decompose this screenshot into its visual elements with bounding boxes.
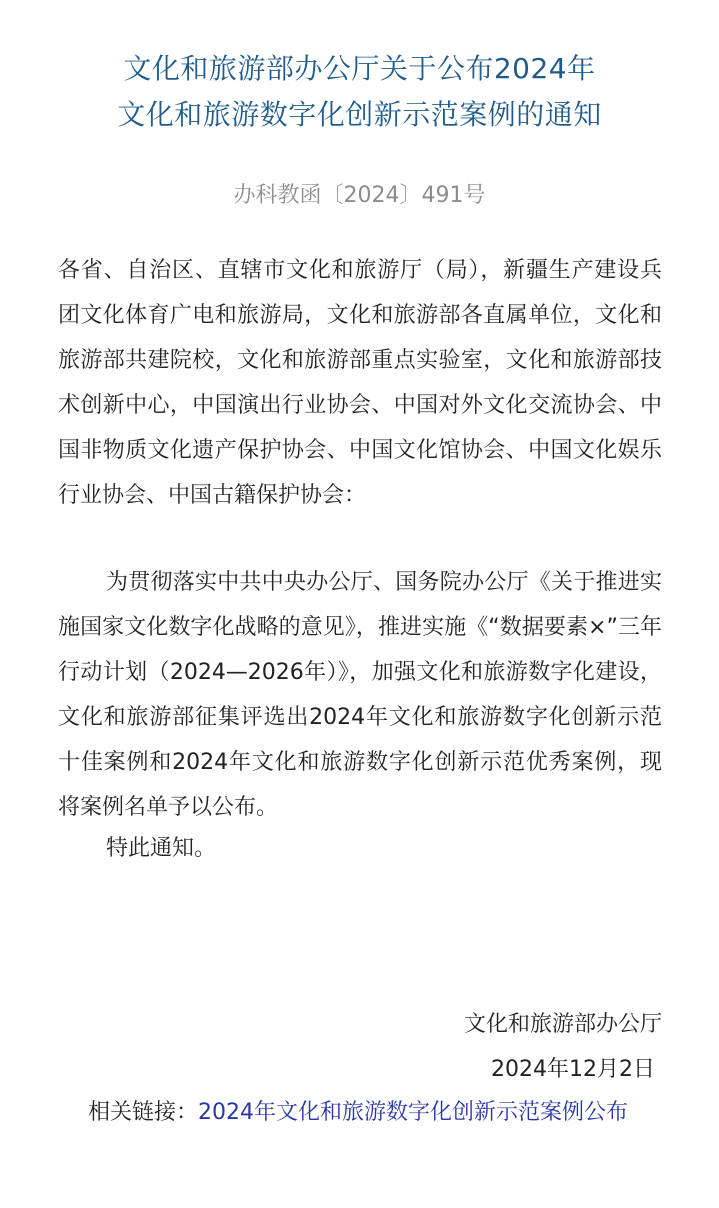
related-links bbox=[58, 1090, 662, 1135]
addressee-paragraph: 各省、自治区、直辖市文化和旅游厅（局），新疆生产建设兵团文化体育广电和旅游局，文化和旅游部各直属单位，文化和旅游部共建院校，文化和旅游部重点实验室，文化和旅游部技术创新中心，中国演出行业协会、中国对外文化交流协会、中国非物质文化遗产保护协会、中国文化馆协会、中国文化娱乐行业协会、中国古籍保护协会： bbox=[58, 258, 662, 508]
document-number: 办科教函〔2024〕491号 bbox=[233, 183, 486, 208]
document-title-line-2: 文化和旅游数字化创新示范案例的通知 bbox=[117, 98, 602, 131]
signature-date: 2024年12月2日 bbox=[491, 1057, 655, 1082]
signature-organization: 文化和旅游部办公厅 bbox=[463, 1012, 662, 1037]
document-title-line-1: 文化和旅游部办公厅关于公布2024年 bbox=[123, 52, 596, 85]
closing-paragraph: 特此通知。 bbox=[106, 836, 217, 861]
related-links-label: 相关链接： bbox=[88, 1100, 199, 1125]
related-link[interactable]: 2024年文化和旅游数字化创新示范案例公布 bbox=[198, 1100, 629, 1125]
main-paragraph: 为贯彻落实中共中央办公厅、国务院办公厅《关于推进实施国家文化数字化战略的意见》，推进实施《“数据要素×”三年行动计划（2024—2026年）》，加强文化和旅游数字化建设，文化和旅游部征集评选出2024年文化和旅游数字化创新示范十佳案例和2024年文化和旅游数字化创新示范优秀案例，现将案例名单予以公布。 bbox=[58, 570, 662, 820]
